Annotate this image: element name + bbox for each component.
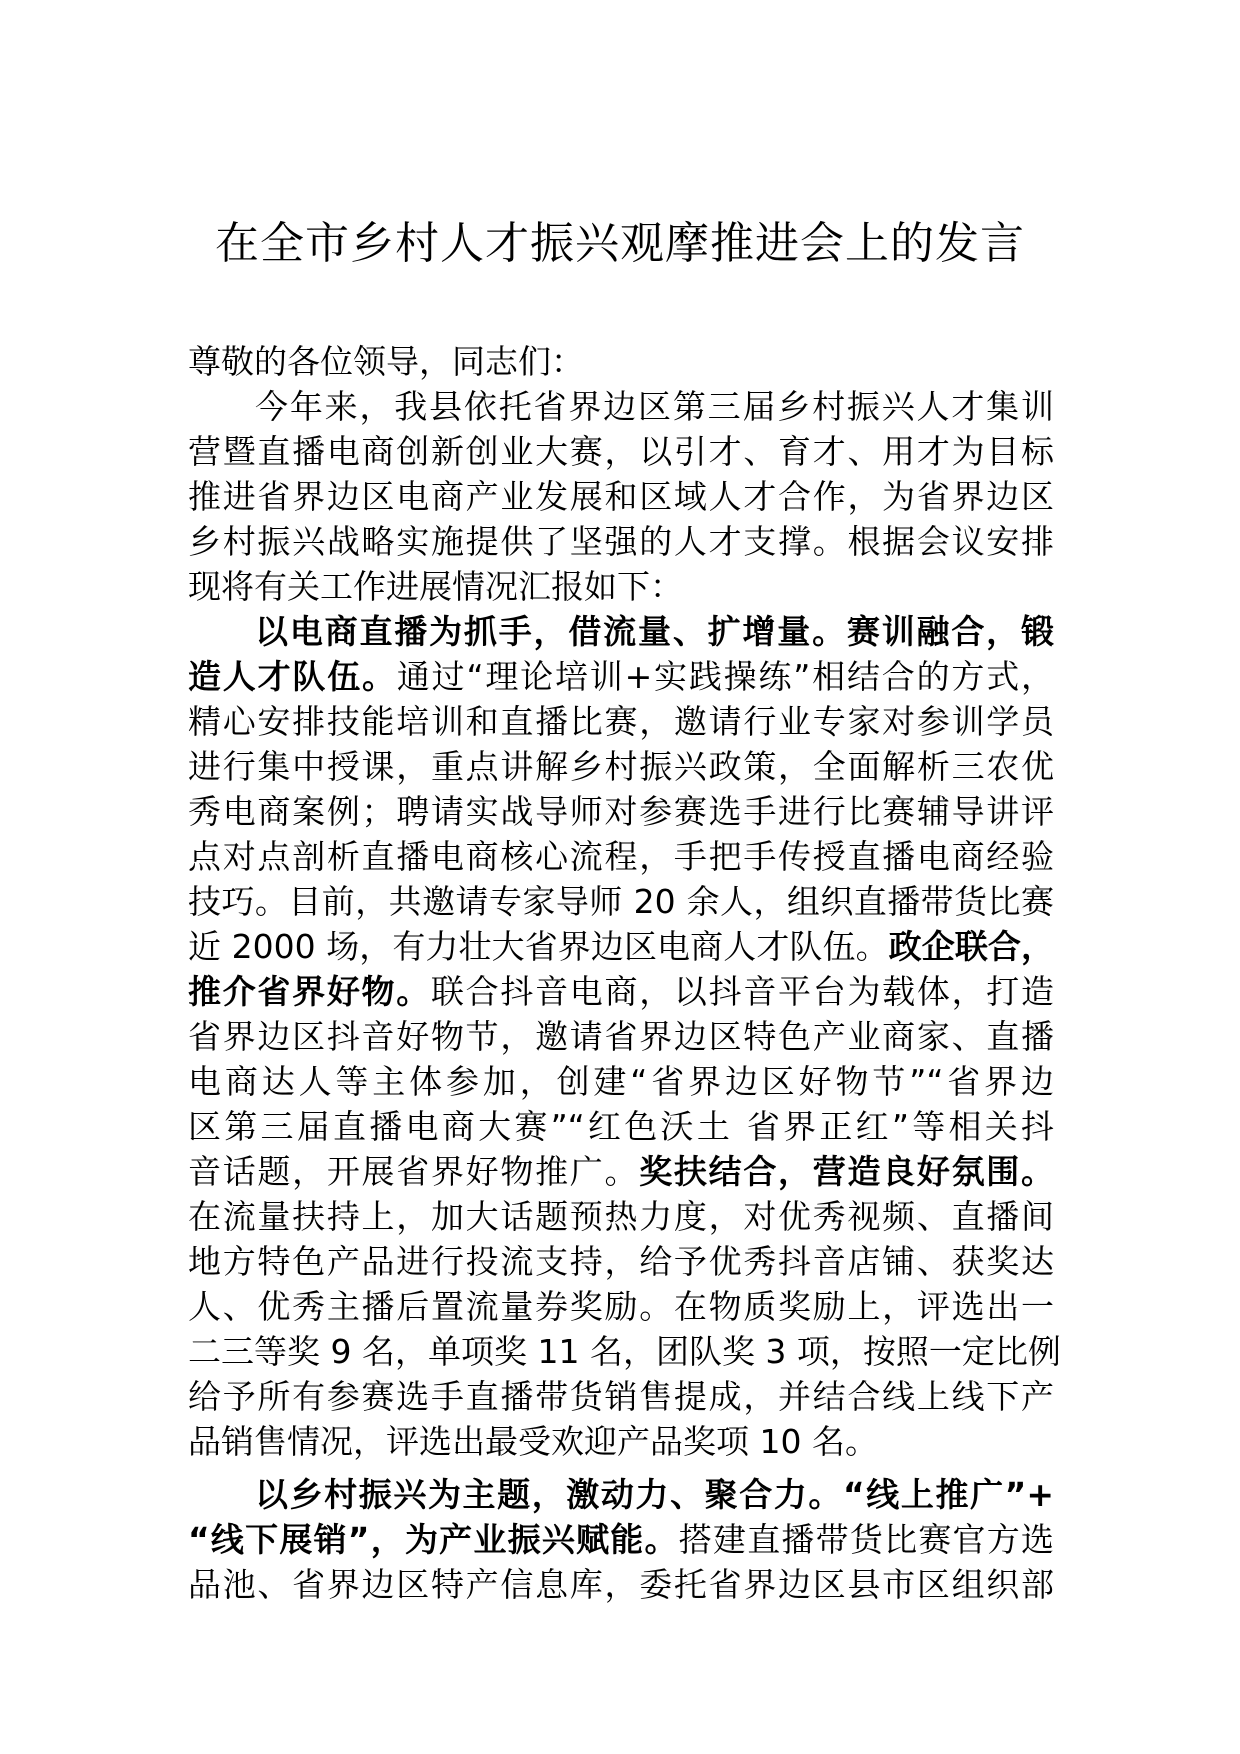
text-run: 尊敬的各位领导，同志们： (188, 342, 584, 381)
text-line (188, 384, 1054, 429)
text-run: 品池、省界边区特产信息库，委托省界边区县市区组织部 (188, 1565, 1054, 1604)
text-line (188, 1284, 1054, 1329)
text-line (188, 699, 1054, 744)
text-line (188, 654, 1054, 699)
text-line (188, 744, 1054, 789)
bold-heading-run: “线下展销”，为产业振兴赋能。 (188, 1520, 679, 1559)
text-run: 进行集中授课，重点讲解乡村振兴政策，全面解析三农优 (188, 747, 1054, 786)
text-run: 推进省界边区电商产业发展和区域人才合作，为省界边区 (188, 477, 1054, 516)
text-run: 搭建直播带货比赛官方选 (678, 1520, 1054, 1559)
text-run: 点对点剖析直播电商核心流程，手把手传授直播电商经验 (188, 837, 1054, 876)
text-line (188, 474, 1054, 519)
text-line (188, 1419, 1054, 1464)
bold-heading-run: 推介省界好物。 (188, 972, 431, 1011)
text-run: 今年来，我县依托省界边区第三届乡村振兴人才集训 (255, 387, 1054, 426)
text-run: 人、优秀主播后置流量券奖励。在物质奖励上，评选出一 (188, 1287, 1054, 1326)
text-run: 区第三届直播电商大赛”“红色沃土 省界正红”等相关抖 (188, 1107, 1054, 1146)
text-line (188, 519, 1054, 564)
text-run: 品销售情况，评选出最受欢迎产品奖项 10 名。 (188, 1422, 878, 1461)
text-line (188, 429, 1054, 474)
text-run: 给予所有参赛选手直播带货销售提成，并结合线上线下产 (188, 1377, 1054, 1416)
text-run: 电商达人等主体参加，创建“省界边区好物节”“省界边 (188, 1062, 1054, 1101)
text-run: 音话题，开展省界好物推广。 (188, 1152, 640, 1191)
text-run: 省界边区抖音好物节，邀请省界边区特色产业商家、直播 (188, 1017, 1054, 1056)
text-run: 营暨直播电商创新创业大赛，以引才、育才、用才为目标 (188, 432, 1054, 471)
salutation-line (188, 339, 1054, 384)
text-line (188, 1104, 1054, 1149)
text-line (188, 1374, 1054, 1419)
text-run: 技巧。目前，共邀请专家导师 20 余人，组织直播带货比赛 (188, 882, 1054, 921)
text-run: 通过“理论培训+实践操练”相结合的方式， (396, 657, 1055, 696)
text-line (188, 1562, 1054, 1607)
text-run: 联合抖音电商，以抖音平台为载体，打造 (430, 972, 1055, 1011)
text-line (188, 1239, 1054, 1284)
bold-heading-run: 奖扶结合，营造良好氛围。 (639, 1152, 1055, 1191)
text-line (188, 609, 1054, 654)
bold-heading-run: 政企联合， (888, 927, 1054, 966)
paragraph-gap (188, 1464, 1054, 1472)
text-run: 精心安排技能培训和直播比赛，邀请行业专家对参训学员 (188, 702, 1054, 741)
text-run: 在流量扶持上，加大话题预热力度，对优秀视频、直播间 (188, 1197, 1054, 1236)
text-run: 秀电商案例；聘请实战导师对参赛选手进行比赛辅导讲评 (188, 792, 1054, 831)
text-run: 乡村振兴战略实施提供了坚强的人才支撑。根据会议安排 (188, 522, 1054, 561)
text-line (188, 1472, 1054, 1517)
text-line (188, 834, 1054, 879)
text-line (188, 1149, 1054, 1194)
text-line (188, 1194, 1054, 1239)
text-line (188, 1014, 1054, 1059)
text-run: 近 2000 场，有力壮大省界边区电商人才队伍。 (188, 927, 889, 966)
text-run: 地方特色产品进行投流支持，给予优秀抖音店铺、获奖达 (188, 1242, 1054, 1281)
text-line (188, 1517, 1054, 1562)
text-line (188, 1059, 1054, 1104)
document-body (188, 339, 1061, 1607)
bold-heading-run: 以乡村振兴为主题，激动力、聚合力。“线上推广”+ (255, 1475, 1054, 1514)
text-line (188, 1329, 1061, 1374)
text-line (188, 924, 1054, 969)
document-title: 在全市乡村人才振兴观摩推进会上的发言 (215, 218, 1025, 269)
bold-heading-run: 以电商直播为抓手，借流量、扩增量。赛训融合，锻 (255, 612, 1054, 651)
text-run: 二三等奖 9 名，单项奖 11 名，团队奖 3 项，按照一定比例 (188, 1332, 1061, 1371)
text-line (188, 564, 1054, 609)
text-run: 现将有关工作进展情况汇报如下： (188, 567, 683, 606)
bold-heading-run: 造人才队伍。 (188, 657, 397, 696)
text-line (188, 789, 1054, 834)
text-line (188, 969, 1054, 1014)
text-line (188, 879, 1054, 924)
